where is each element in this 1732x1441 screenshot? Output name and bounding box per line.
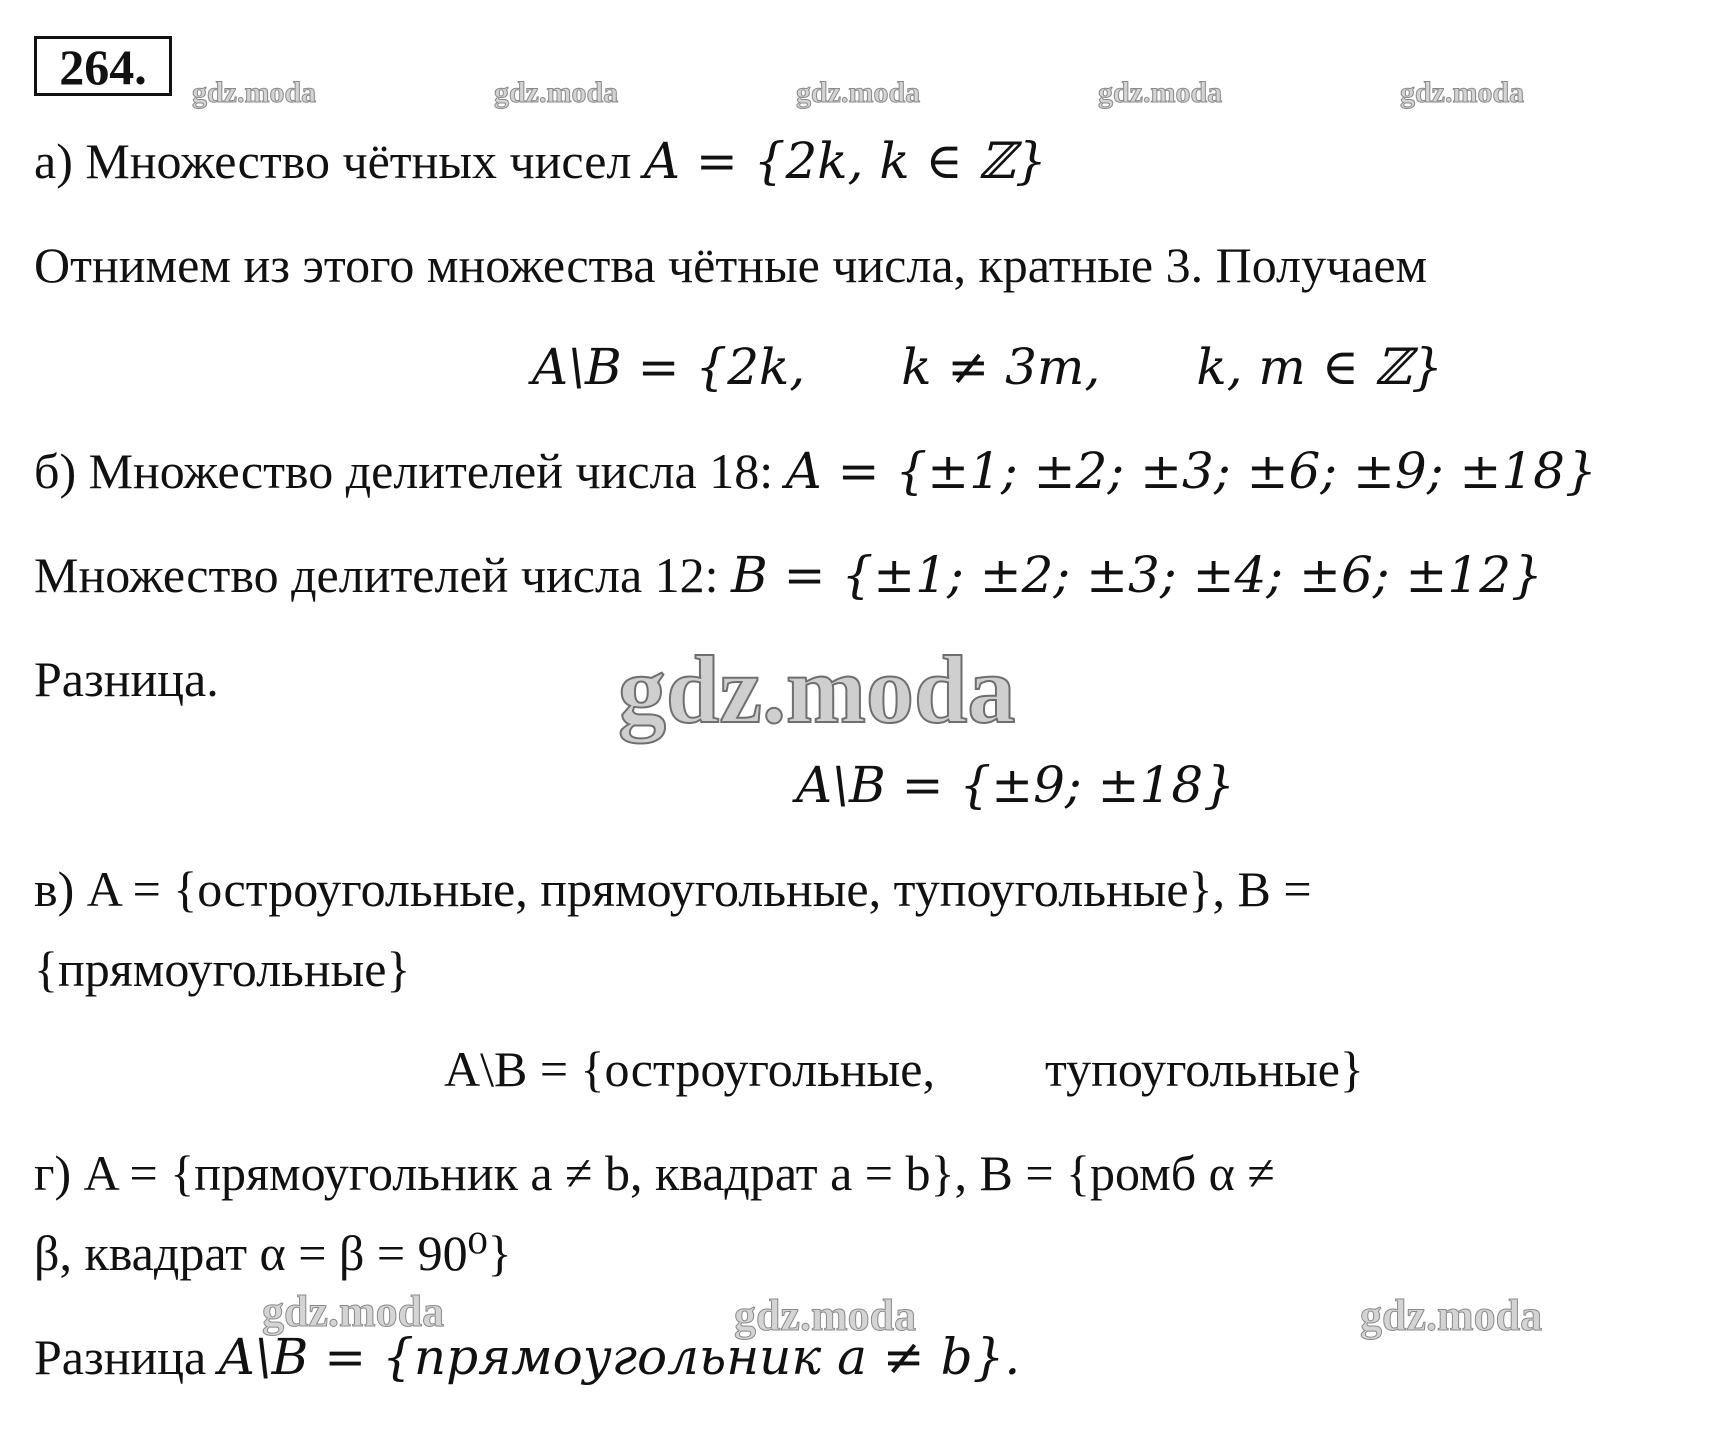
watermark: gdz.moda — [734, 1291, 917, 1340]
part-a-text: а) Множество чётных чисел — [34, 133, 644, 189]
problem-number: 264. — [34, 36, 172, 96]
part-a-result — [532, 338, 1443, 396]
part-g-line-2: β, квадрат α = β = 90⁰} — [34, 1225, 512, 1281]
watermark: gdz.moda — [1098, 76, 1223, 109]
part-a-line-1 — [34, 132, 1047, 190]
part-b-text-2: Множество делителей числа 12: — [34, 547, 732, 603]
watermark: gdz.moda — [1360, 1291, 1543, 1340]
watermark: gdz.moda — [494, 76, 619, 109]
watermark: gdz.moda — [796, 76, 921, 109]
part-a-set-a: A = {2k, k ∈ ℤ} — [643, 132, 1047, 190]
part-b-text-1: б) Множество делителей числа 18: — [34, 443, 786, 499]
part-v-line-2: {прямоугольные} — [34, 941, 411, 997]
part-g-label: Разница — [34, 1329, 219, 1385]
part-g-result: A\B = {прямоугольник a ≠ b}. — [218, 1328, 1021, 1386]
part-a-line-2: Отнимем из этого множества чётные числа, кратные 3. Получаем — [34, 237, 1428, 293]
part-v-result — [444, 1041, 1364, 1097]
part-v-line-1: в) A = {остроугольные, прямоугольные, тупоугольные}, B = — [34, 861, 1312, 917]
part-b-line-1 — [34, 442, 1597, 500]
part-g-result-line — [34, 1328, 1021, 1386]
part-b-set-a: A = {±1; ±2; ±3; ±6; ±9; ±18} — [785, 442, 1597, 500]
watermark: gdz.moda — [192, 76, 317, 109]
part-a-result-2: k ≠ 3m, — [901, 338, 1101, 396]
part-a-result-1: A\B = {2k, — [532, 338, 806, 396]
part-b-label: Разница. — [34, 651, 219, 707]
watermark-center: gdz.moda — [618, 636, 1016, 743]
part-b-line-2 — [34, 546, 1543, 604]
watermark: gdz.moda — [262, 1287, 445, 1336]
part-b-result: A\B = {±9; ±18} — [796, 756, 1235, 814]
watermark: gdz.moda — [1400, 76, 1525, 109]
part-v-result-2: тупоугольные} — [1044, 1041, 1364, 1097]
part-a-result-3: k, m ∈ ℤ} — [1196, 338, 1443, 396]
part-g-line-1: г) A = {прямоугольник a ≠ b, квадрат a = b}, B = {ромб α ≠ — [34, 1145, 1275, 1201]
part-b-set-b: B = {±1; ±2; ±3; ±4; ±6; ±12} — [731, 546, 1543, 604]
part-v-result-1: A\B = {остроугольные, — [444, 1041, 935, 1097]
